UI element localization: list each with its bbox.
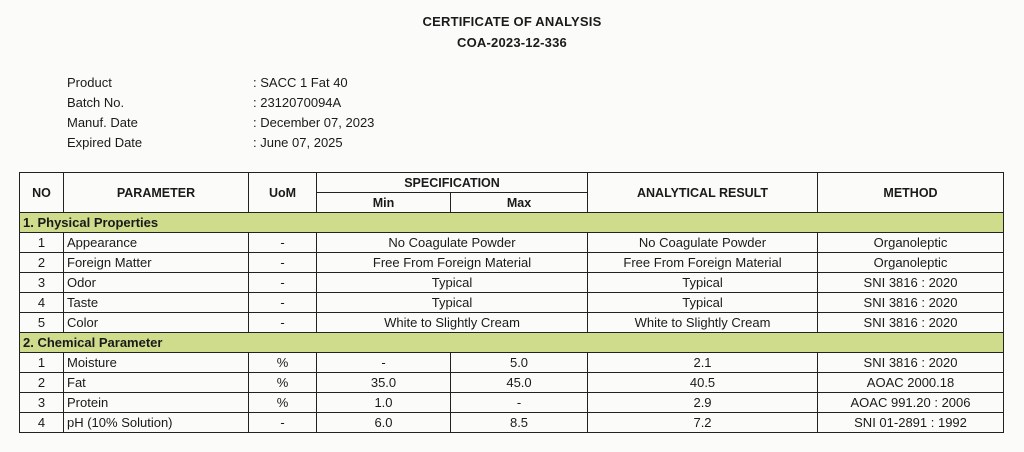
expired-date-value: : June 07, 2025 <box>253 134 343 150</box>
row-method: Organoleptic <box>818 253 1004 273</box>
row-specification: White to Slightly Cream <box>317 313 588 333</box>
row-result: Typical <box>588 293 818 313</box>
row-result: Typical <box>588 273 818 293</box>
section-row <box>20 333 1004 353</box>
header-uom: UoM <box>249 173 317 213</box>
row-parameter: Fat <box>64 373 249 393</box>
section-row <box>20 213 1004 233</box>
row-specification: Free From Foreign Material <box>317 253 588 273</box>
row-result: 2.1 <box>588 353 818 373</box>
row-method: SNI 3816 : 2020 <box>818 293 1004 313</box>
row-result: Free From Foreign Material <box>588 253 818 273</box>
row-specification: Typical <box>317 293 588 313</box>
row-method: Organoleptic <box>818 233 1004 253</box>
header-method: METHOD <box>818 173 1004 213</box>
row-parameter: Foreign Matter <box>64 253 249 273</box>
row-method: AOAC 2000.18 <box>818 373 1004 393</box>
row-method: SNI 3816 : 2020 <box>818 273 1004 293</box>
table-row <box>20 373 1004 393</box>
section-title: 2. Chemical Parameter <box>20 333 1004 353</box>
row-method: SNI 01-2891 : 1992 <box>818 413 1004 433</box>
row-no: 3 <box>20 393 64 413</box>
row-parameter: pH (10% Solution) <box>64 413 249 433</box>
header-row <box>20 173 1004 193</box>
document-title: CERTIFICATE OF ANALYSIS <box>422 14 602 29</box>
header-parameter: PARAMETER <box>64 173 249 213</box>
row-result: 7.2 <box>588 413 818 433</box>
product-info <box>67 72 374 152</box>
row-no: 5 <box>20 313 64 333</box>
certificate-number: COA-2023-12-336 <box>457 35 567 50</box>
row-no: 1 <box>20 353 64 373</box>
product-row <box>67 72 374 92</box>
row-uom: % <box>249 373 317 393</box>
row-no: 4 <box>20 293 64 313</box>
header-max: Max <box>451 193 588 213</box>
batch-row <box>67 92 374 112</box>
row-parameter: Odor <box>64 273 249 293</box>
row-method: SNI 3816 : 2020 <box>818 313 1004 333</box>
header-result: ANALYTICAL RESULT <box>588 173 818 213</box>
table-row <box>20 413 1004 433</box>
row-max: 8.5 <box>451 413 588 433</box>
expired-date-label: Expired Date <box>67 134 143 150</box>
row-result: White to Slightly Cream <box>588 313 818 333</box>
batch-value: : 2312070094A <box>253 94 342 110</box>
row-uom: - <box>249 253 317 273</box>
row-specification: Typical <box>317 273 588 293</box>
row-result: 40.5 <box>588 373 818 393</box>
section-title: 1. Physical Properties <box>20 213 1004 233</box>
row-min: 35.0 <box>317 373 451 393</box>
row-uom: - <box>249 413 317 433</box>
batch-label: Batch No. <box>67 94 125 110</box>
row-parameter: Appearance <box>64 233 249 253</box>
row-parameter: Taste <box>64 293 249 313</box>
row-result: No Coagulate Powder <box>588 233 818 253</box>
manuf-date-value: : December 07, 2023 <box>253 114 375 130</box>
row-no: 3 <box>20 273 64 293</box>
row-uom: - <box>249 293 317 313</box>
table-row <box>20 253 1004 273</box>
row-uom: - <box>249 273 317 293</box>
row-parameter: Protein <box>64 393 249 413</box>
product-value: : SACC 1 Fat 40 <box>253 74 348 90</box>
row-min: 1.0 <box>317 393 451 413</box>
row-parameter: Color <box>64 313 249 333</box>
row-no: 4 <box>20 413 64 433</box>
analysis-table <box>19 172 1004 433</box>
table-row <box>20 353 1004 373</box>
header-min: Min <box>317 193 451 213</box>
row-no: 2 <box>20 373 64 393</box>
table-row <box>20 293 1004 313</box>
row-max: - <box>451 393 588 413</box>
row-specification: No Coagulate Powder <box>317 233 588 253</box>
manuf-date-row <box>67 112 374 132</box>
row-uom: % <box>249 353 317 373</box>
table-row <box>20 273 1004 293</box>
row-min: 6.0 <box>317 413 451 433</box>
row-uom: - <box>249 233 317 253</box>
row-uom: - <box>249 313 317 333</box>
table-row <box>20 233 1004 253</box>
row-method: AOAC 991.20 : 2006 <box>818 393 1004 413</box>
manuf-date-label: Manuf. Date <box>67 114 138 130</box>
header-specification: SPECIFICATION <box>317 173 588 193</box>
row-method: SNI 3816 : 2020 <box>818 353 1004 373</box>
product-label: Product <box>67 74 112 90</box>
table-row <box>20 313 1004 333</box>
header-no: NO <box>20 173 64 213</box>
row-result: 2.9 <box>588 393 818 413</box>
row-no: 2 <box>20 253 64 273</box>
row-min: - <box>317 353 451 373</box>
row-no: 1 <box>20 233 64 253</box>
expired-date-row <box>67 132 374 152</box>
row-max: 5.0 <box>451 353 588 373</box>
row-parameter: Moisture <box>64 353 249 373</box>
row-uom: % <box>249 393 317 413</box>
row-max: 45.0 <box>451 373 588 393</box>
table-row <box>20 393 1004 413</box>
